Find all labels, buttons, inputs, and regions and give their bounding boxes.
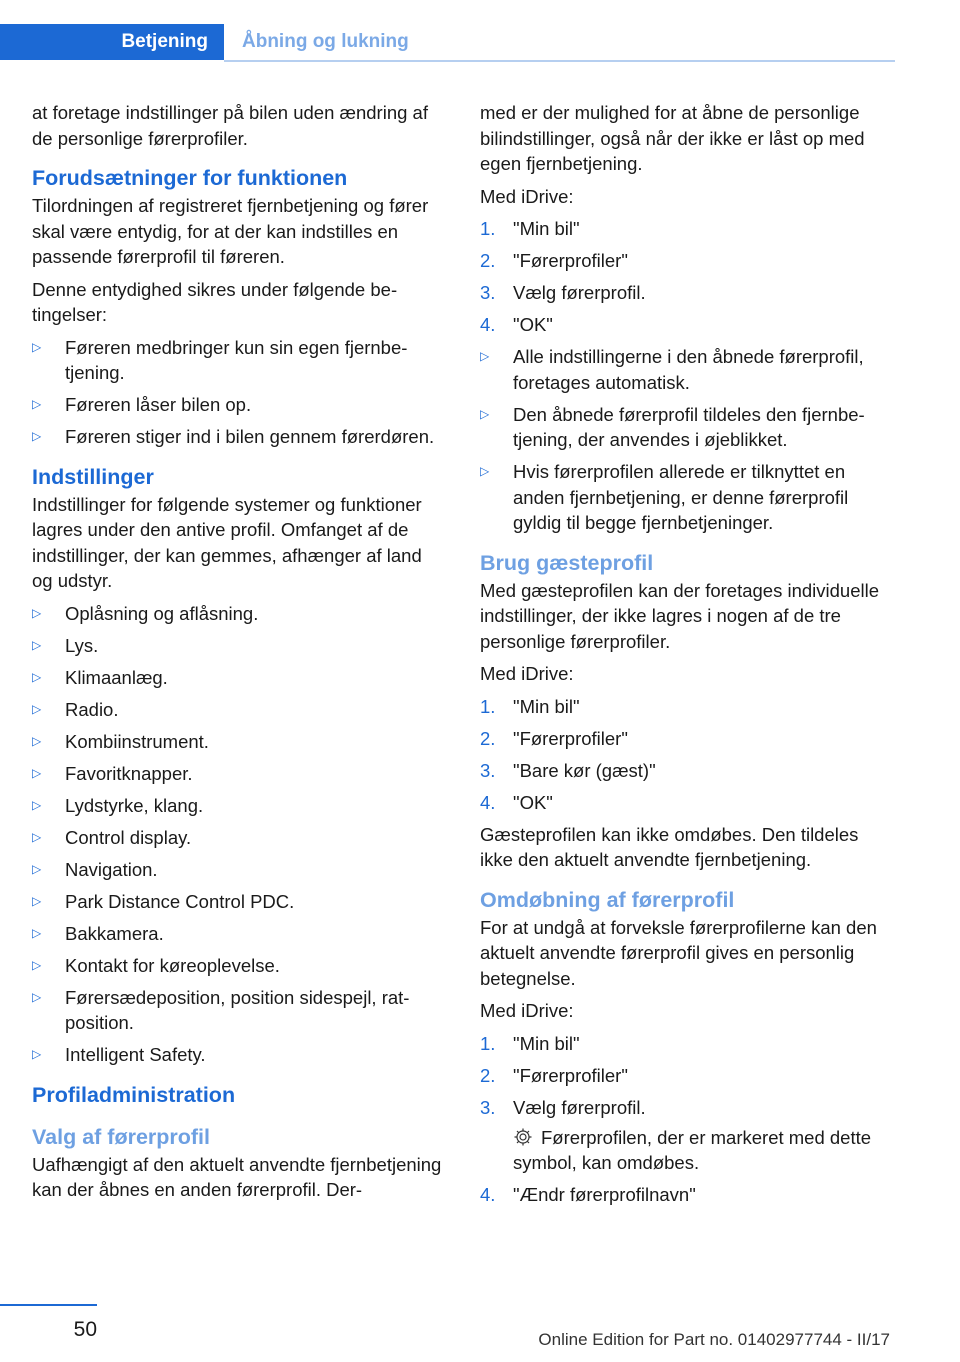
list-item: 4. "OK": [480, 790, 895, 816]
footer-rule: [0, 1304, 97, 1306]
list-item: 1. "Min bil": [480, 216, 895, 242]
paragraph: Tilordningen af registreret fjernbetjening og fører skal være entydig, for at der kan indstilles en passende førerprofil til føreren.: [32, 195, 429, 267]
med-idrive-label: Med iDrive:: [480, 1000, 574, 1021]
list-item: 3. Vælg førerprofil.: [480, 1095, 895, 1121]
list-item: 3. "Bare kør (gæst)": [480, 758, 895, 784]
paragraph: Gæsteprofilen kan ikke omdøbes. Den tildeles ikke den aktuelt anvendte fjernbetjening.: [480, 823, 859, 870]
bullet-marker-icon: ▷: [32, 1047, 42, 1061]
list-item: 1. "Min bil": [480, 694, 895, 720]
list-item: ▷ Navigation.: [32, 857, 447, 883]
bullet-marker-icon: ▷: [32, 669, 42, 684]
step-number: 3.: [480, 759, 496, 781]
intro-paragraph: at foretage indstillinger på bilen uden ændring af de personlige førerprofiler.: [32, 102, 428, 149]
list-item: ▷ Klimaanlæg.: [32, 665, 447, 691]
heading-valg-af-foererprofil: Valg af førerprofil: [32, 1124, 211, 1149]
rename-note: Førerprofilen, der er markeret med dette symbol, kan omdøbes.: [513, 1126, 872, 1173]
list-item: ▷ Park Distance Control PDC.: [32, 889, 447, 915]
step-number: 1.: [480, 218, 496, 239]
numbered-list: [480, 1182, 895, 1208]
bullet-list: [480, 344, 895, 536]
list-item: ▷ Oplåsning og aflåsning.: [32, 601, 447, 627]
bullet-marker-icon: ▷: [32, 797, 42, 812]
bullet-marker-icon: ▷: [32, 701, 42, 716]
right-column: [480, 100, 895, 1214]
paragraph: Indstillinger for følgende systemer og funktioner lagres under den antive profil. Omfanget af de indstillinger, der kan gemmes, afhænger af land og udstyr.: [32, 493, 422, 591]
list-item: ▷ Hvis førerprofilen allerede er tilknyttet en anden fjernbetjening, er denne førerprofil gyldig til begge fjernbetjeninger.: [480, 461, 849, 533]
list-item: 4. "Ændr førerprofilnavn": [480, 1182, 895, 1208]
bullet-list: [32, 335, 447, 450]
list-item: ▷ Bakkamera.: [32, 921, 447, 947]
heading-brug-gaesteprofil: Brug gæsteprofil: [480, 550, 654, 575]
gear-icon: [513, 1127, 533, 1147]
list-item: ▷ Alle indstillingerne i den åbnede førerprofil, foretages automatisk.: [480, 346, 864, 393]
bullet-marker-icon: ▷: [480, 349, 490, 363]
list-item: ▷ Radio.: [32, 697, 447, 723]
bullet-marker-icon: ▷: [32, 989, 42, 1004]
header-rule: [224, 60, 895, 62]
bullet-marker-icon: ▷: [32, 861, 42, 876]
bullet-marker-icon: ▷: [480, 464, 490, 478]
paragraph: For at undgå at forveksle førerprofilerne kan den aktuelt anvendte førerprofil gives en personlig betegnelse.: [480, 916, 877, 989]
bullet-marker-icon: ▷: [32, 605, 42, 620]
bullet-list: [32, 601, 447, 1068]
list-item: 2. "Førerprofiler": [480, 248, 895, 274]
list-item: ▷ Intelligent Safety.: [32, 1042, 447, 1068]
step-number: 3.: [480, 282, 496, 303]
bullet-marker-icon: ▷: [32, 893, 42, 908]
bullet-marker-icon: ▷: [32, 957, 42, 972]
bullet-marker-icon: ▷: [480, 406, 490, 421]
paragraph: Med gæsteprofilen kan der foretages individuelle indstillinger, der ikke lagres i nogen af de tre personlige førerprofiler.: [480, 579, 880, 652]
edition-text: Online Edition for Part no. 01402977744 - II/17: [538, 1330, 890, 1349]
step-number: 1.: [480, 1032, 496, 1054]
bullet-marker-icon: ▷: [32, 765, 42, 780]
paragraph: Uafhængigt af den aktuelt anvendte fjernbetjening kan der åbnes en anden førerprofil. Der-: [32, 1153, 442, 1200]
step-number: 4.: [480, 791, 496, 813]
numbered-list: [480, 694, 895, 816]
heading-omdoebning: Omdøbning af førerprofil: [480, 887, 735, 912]
list-item: 1. "Min bil": [480, 1031, 895, 1057]
step-number: 1.: [480, 695, 496, 717]
bullet-marker-icon: ▷: [32, 397, 42, 411]
heading-forudsaetninger: Forudsætninger for funktionen: [32, 166, 348, 190]
bullet-marker-icon: ▷: [32, 637, 42, 652]
list-item: ▷ Control display.: [32, 825, 447, 851]
bullet-marker-icon: ▷: [32, 925, 42, 940]
step-number: 2.: [480, 250, 496, 271]
page-header: [0, 24, 895, 62]
list-item: 4. "OK": [480, 312, 895, 338]
left-column: [32, 100, 447, 1210]
list-item: ▷ Favoritknapper.: [32, 761, 447, 787]
list-item: ▷ Føreren medbringer kun sin egen fjernbetjening.: [32, 336, 408, 383]
numbered-list: [480, 216, 895, 338]
list-item: ▷ Føreren låser bilen op.: [32, 392, 447, 418]
bullet-marker-icon: ▷: [32, 429, 42, 443]
list-item: ▷ Førersædeposition, position sidespejl, ratposition.: [32, 986, 410, 1033]
list-item: ▷ Lydstyrke, klang.: [32, 793, 447, 819]
list-item: ▷ Føreren stiger ind i bilen gennem førerdøren.: [32, 424, 447, 450]
numbered-list: [480, 1031, 895, 1121]
list-item: ▷ Kombiinstrument.: [32, 729, 447, 755]
step-number: 2.: [480, 727, 496, 749]
bullet-marker-icon: ▷: [32, 339, 42, 354]
chapter-tab: Åbning og lukning: [242, 31, 409, 52]
list-item: ▷ Kontakt for køreoplevelse.: [32, 953, 447, 979]
med-idrive-label: Med iDrive:: [480, 663, 574, 684]
med-idrive-label: Med iDrive:: [480, 185, 574, 207]
heading-indstillinger: Indstillinger: [32, 464, 154, 489]
list-item: 3. Vælg førerprofil.: [480, 280, 895, 306]
section-tab: Betjening: [0, 24, 224, 60]
list-item: 2. "Førerprofiler": [480, 726, 895, 752]
step-number: 4.: [480, 314, 496, 335]
step-number: 3.: [480, 1096, 496, 1118]
step-number: 2.: [480, 1064, 496, 1086]
list-item: ▷ Den åbnede førerprofil tildeles den fjernbetjening, der anvendes i øjeblikket.: [480, 403, 865, 450]
step-number: 4.: [480, 1183, 496, 1205]
heading-profiladministration: Profiladministration: [32, 1082, 236, 1107]
list-item: ▷ Lys.: [32, 633, 447, 659]
paragraph: med er der mulighed for at åbne de personlige bilindstillinger, også når der ikke er låst op med egen fjernbetjening.: [480, 102, 865, 174]
bullet-marker-icon: ▷: [32, 733, 42, 748]
page-number: 50: [73, 1318, 97, 1341]
bullet-marker-icon: ▷: [32, 829, 42, 844]
paragraph: Denne entydighed sikres under følgende betingelser:: [32, 278, 398, 325]
list-item: 2. "Førerprofiler": [480, 1063, 895, 1089]
